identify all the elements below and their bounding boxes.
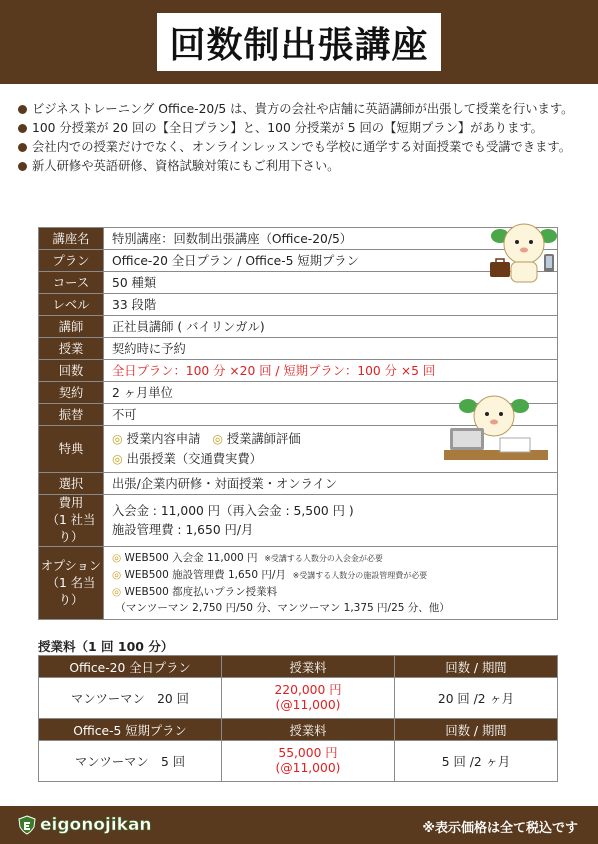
spec-row-teacher: 講師 正社員講師 ( バイリンガル) [39, 316, 558, 338]
shield-logo-icon [18, 815, 36, 835]
fee-section-title: 授業料（1 回 100 分） [38, 639, 174, 654]
spec-row-lesson: 授業 契約時に予約 [39, 338, 558, 360]
spec-row-contract: 契約 2 ヶ月単位 [39, 382, 558, 404]
bullet-item: 会社内での授業だけでなく、オンラインレッスンでも学校に通学する対面授業でも受講できます。 [18, 139, 583, 156]
double-circle-icon: ◎ [112, 586, 122, 598]
spec-row-cost: 費用 （1 社当り） 入会金 : 11,000 円（再入会金 : 5,500 円 ) 施設管理費 : 1,650 円/月 [39, 495, 558, 547]
header-bar [0, 0, 598, 84]
fee-header-row: Office-20 全日プラン 授業料 回数 / 期間 [39, 656, 558, 678]
bullet-dot-icon [18, 124, 27, 133]
bullet-dot-icon [18, 143, 27, 152]
brand-logo[interactable] [18, 815, 152, 835]
spec-row-plan: プラン Office-20 全日プラン / Office-5 短期プラン [39, 250, 558, 272]
bullet-dot-icon [18, 105, 27, 114]
double-circle-icon: ◎ [212, 432, 223, 446]
bullet-item: ビジネストレーニング Office-20/5 は、貴方の会社や店舗に英語講師が出張して授業を行います。 [18, 101, 583, 118]
fee-table [38, 655, 558, 782]
mascot-laptop-illustration [440, 392, 552, 464]
bullet-dot-icon [18, 162, 27, 171]
spec-row-option: オプション （1 名当り） ◎ WEB500 入会金 11,000 円 ※受講する人数分の入会金が必要 ◎ WEB500 施設管理費 1,650 円/月 ※受講する人数分の施設管理費が必要 ◎ WEB500 都度払いプラン授業料 （マンツーマン 2,750 円/50 分、マンツーマン 1,375 円/25 分、他） [39, 547, 558, 620]
bullet-item: 100 分授業が 20 回の【全日プラン】と、100 分授業が 5 回の【短期プラン】があります。 [18, 120, 583, 137]
double-circle-icon: ◎ [112, 452, 123, 466]
fee-row-office5: マンツーマン 5 回 55,000 円 (@11,000) 5 回 /2 ヶ月 [39, 741, 558, 782]
double-circle-icon: ◎ [112, 552, 122, 564]
logo-text: eigonojikan [40, 815, 152, 835]
fee-header-row: Office-5 短期プラン 授業料 回数 / 期間 [39, 719, 558, 741]
spec-row-choice: 選択 出張/企業内研修・対面授業・オンライン [39, 473, 558, 495]
spec-row-level: レベル 33 段階 [39, 294, 558, 316]
spec-row-benefit: 特典 ◎ 授業内容申請 ◎ 授業講師評価 ◎ 出張授業（交通費実費） [39, 426, 558, 473]
title-box [157, 13, 440, 71]
tax-note: ※表示価格は全て税込です [422, 821, 578, 836]
intro-bullet-list [18, 101, 583, 177]
double-circle-icon: ◎ [112, 432, 123, 446]
spec-row-count: 回数 全日プラン：100 分 ×20 回 / 短期プラン：100 分 ×5 回 [39, 360, 558, 382]
page-title: 回数制出張講座 [169, 24, 429, 66]
mascot-briefcase-illustration [486, 216, 564, 286]
double-circle-icon: ◎ [112, 569, 122, 581]
spec-row-course: コース 50 種類 [39, 272, 558, 294]
bullet-item: 新人研修や英語研修、資格試験対策にもご利用下さい。 [18, 158, 583, 175]
spec-row-transfer: 振替 不可 [39, 404, 558, 426]
spec-row-course-name: 講座名 特別講座：回数制出張講座（Office-20/5） [39, 228, 558, 250]
footer-bar [0, 806, 598, 844]
fee-row-office20: マンツーマン 20 回 220,000 円 (@11,000) 20 回 /2 ヶ月 [39, 678, 558, 719]
